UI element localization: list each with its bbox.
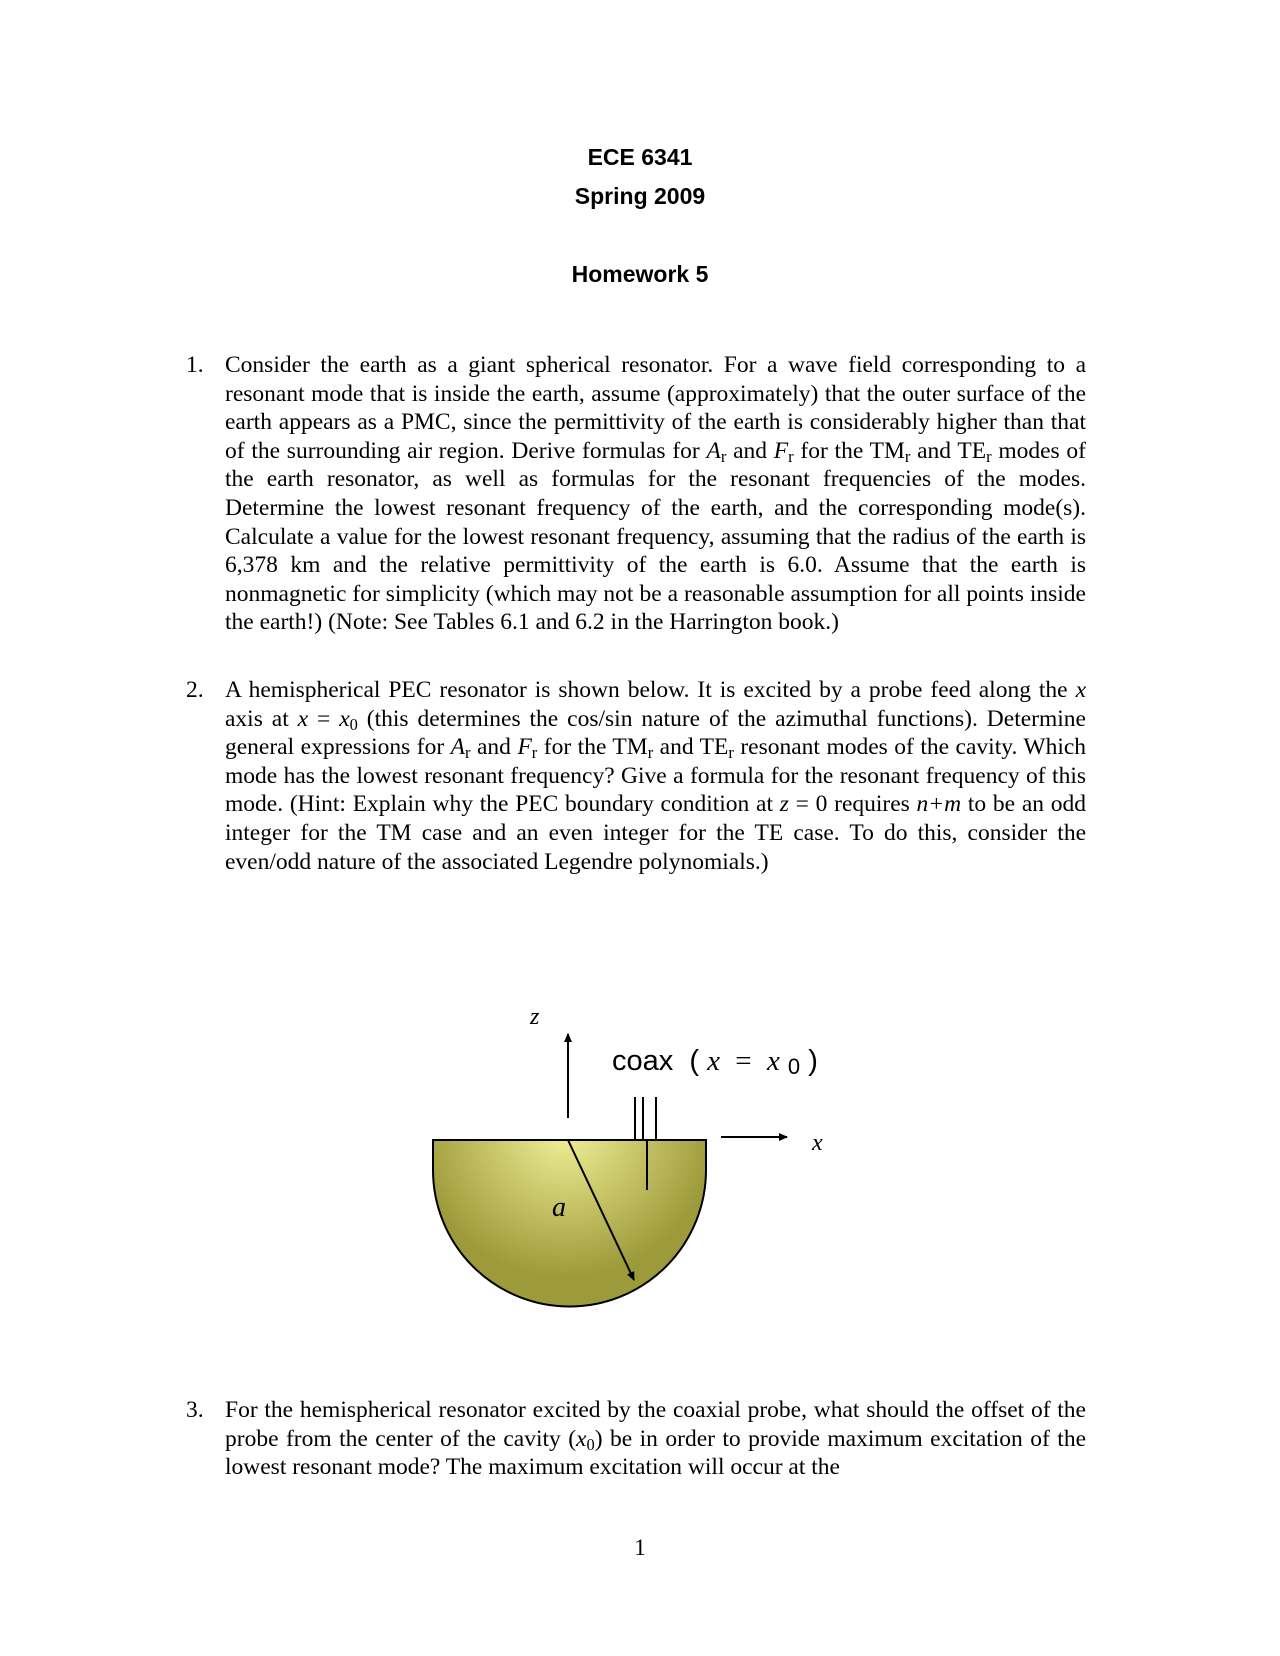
subscript: r (904, 446, 911, 466)
problem-number: 3. (186, 1397, 204, 1423)
subscript: r (728, 743, 734, 763)
italic-symbol: z (779, 791, 789, 818)
problem-number: 1. (186, 352, 204, 378)
problem-text: A hemispherical PEC resonator is shown below. It is excited by a probe feed along the x axis at $x = x_0$ (this determines the cos/sin nature of the azimuthal functions). Determine general expressions for $A_r$ and $F_r$ for the $TM_r$ and $TE_r$ resonant modes of the cavity. Which mode has the lowest resonant frequency? Give a formula for the resonant frequency of this mode. (Hint: Explain why the PEC boundary condition at z = 0 requires n+m to be an odd integer for the TM case and an even integer for the TE case. To do this, consider the even/odd nature of the associated Legendre polynomials.) (225, 677, 1087, 875)
italic-symbol: A (706, 437, 721, 464)
course-title: ECE 6341 (587, 144, 693, 170)
italic-symbol: A (450, 734, 466, 761)
homework-title: Homework 5 (571, 261, 709, 287)
italic-symbol: x (297, 705, 309, 732)
x-axis-label: x (812, 1130, 823, 1156)
coax-x: x (707, 1045, 720, 1077)
z-axis-label: z (530, 1004, 540, 1030)
subscript: r (788, 446, 794, 466)
coax-word: coax (612, 1045, 674, 1077)
italic-symbol: F (517, 734, 532, 761)
term-label: Spring 2009 (574, 183, 706, 209)
radius-label: a (552, 1192, 566, 1223)
page-number: 1 (634, 1535, 646, 1560)
coax-open-paren: ( (681, 1045, 700, 1077)
italic-symbol: F (773, 437, 789, 464)
coax-label (612, 1045, 818, 1081)
subscript: 0 (586, 1434, 595, 1454)
italic-symbol: n+m (916, 791, 962, 818)
italic-symbol: x (576, 1425, 587, 1452)
subscript: 0 (349, 714, 358, 734)
problem-3 (186, 1396, 1086, 1482)
coax-equals: = (728, 1045, 759, 1077)
hemisphere-cavity (433, 1140, 706, 1307)
subscript: r (720, 446, 727, 466)
problem-number: 2. (186, 677, 204, 703)
italic-symbol: x (339, 705, 350, 732)
coax-subscript: 0 (787, 1054, 801, 1079)
problem-text: Consider the earth as a giant spherical resonator. For a wave field corresponding to a resonant mode that is inside the earth, assume (approximately) that the outer surface of the earth appears as a PMC, since the permittivity of the earth is considerably higher than that of the surrounding air region. Derive formulas for $A_r$ and $F_r$ for the $TM_r$ and $TE_r$ modes of the earth resonator, as well as formulas for the resonant frequencies of the modes. Determine the lowest resonant frequency of the earth, and the corresponding mode(s). Calculate a value for the lowest resonant frequency, assuming that the radius of the earth is 6,378 km and the relative permittivity of the earth is 6.0. Assume that the earth is nonmagnetic for simplicity (which may not be a reasonable assumption for all points inside the earth!) (Note: See Tables 6.1 and 6.2 in the Harrington book.) (225, 352, 1087, 636)
subscript: r (465, 743, 471, 763)
subscript: r (986, 446, 992, 466)
subscript: r (531, 743, 538, 763)
coax-close-paren: ) (808, 1045, 818, 1077)
italic-symbol: x (1075, 677, 1086, 703)
subscript: r (647, 743, 654, 763)
problem-text: For the hemispherical resonator excited by the coaxial probe, what should the offset of the probe from the center of the cavity $(x_0)$ be in order to provide maximum excitation of the lowest resonant mode? The maximum excitation will occur at the (225, 1397, 1087, 1481)
coax-x0: x (766, 1045, 780, 1077)
